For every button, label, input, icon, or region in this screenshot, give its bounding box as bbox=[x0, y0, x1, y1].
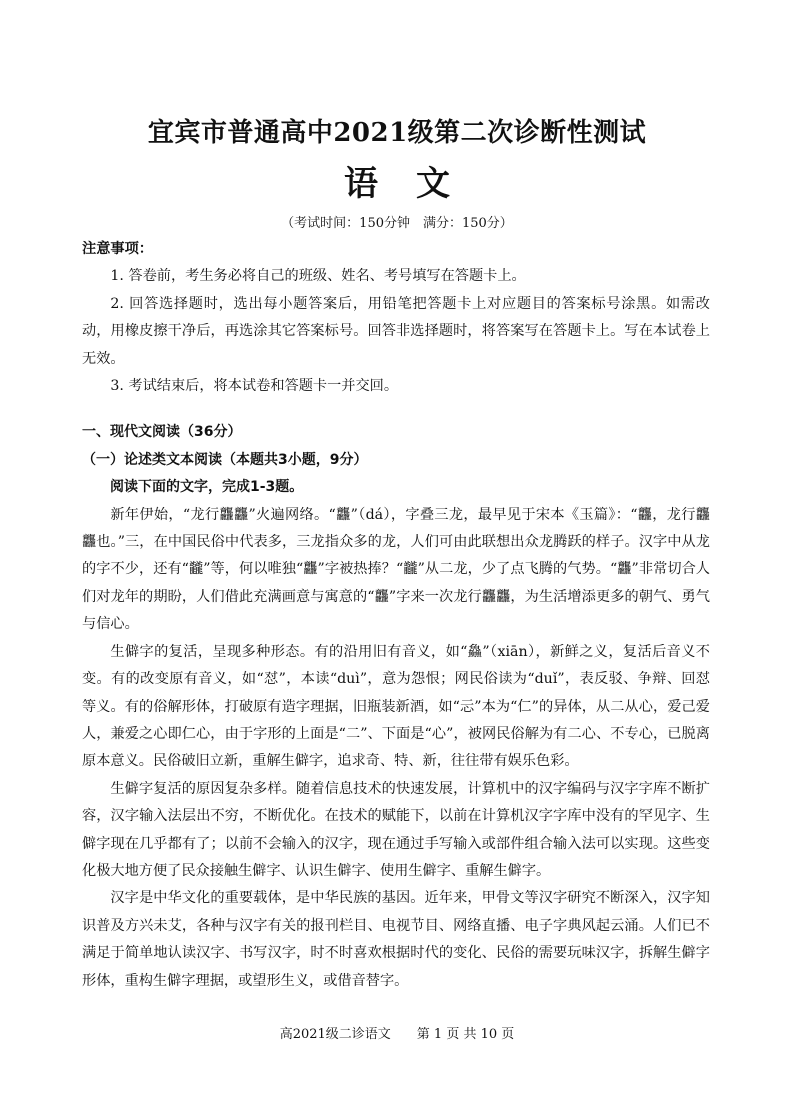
reading-instruction: 阅读下面的文字，完成1-3题。 bbox=[110, 479, 304, 496]
subsection-heading: （一）论述类文本阅读（本题共3小题，9分） bbox=[82, 451, 368, 468]
notice-item-1: 1. 答卷前，考生务必将自己的班级、姓名、考号填写在答题卡上。 bbox=[110, 268, 526, 285]
exam-time-score: （考试时间：150分钟 满分：150分） bbox=[281, 216, 513, 231]
notice-item-3: 3. 考试结束后，将本试卷和答题卡一并交回。 bbox=[110, 378, 399, 395]
exam-title: 宜宾市普通高中2021级第二次诊断性测试 bbox=[147, 118, 647, 148]
notice-item-2: 2. 回答选择题时，选出每小题答案后，用铅笔把答题卡上对应题目的答案标号涂黑。如需改动，用橡皮擦干净后，再选涂其它答案标号。回答非选择题时，将答案写在答题卡上。写在本试卷上无效。 bbox=[82, 295, 710, 367]
section-heading: 一、现代文阅读（36分） bbox=[82, 424, 242, 441]
exam-body bbox=[82, 236, 710, 995]
page-footer: 高2021级二诊语文 第 1 页 共 10 页 bbox=[279, 1027, 515, 1042]
passage-paragraph-1: 新年伊始，“龙行龘龘”火遍网络。“龘”（dá），字叠三龙，最早见于宋本《玉篇》：“龘，龙行龘龘也。”三，在中国民俗中代表多，三龙指众多的龙，人们可由此联想出众龙腾跃的样子。汉字中从龙的字不少，还有“龖”等，何以唯独“龘”字被热捧？“龖”从二龙，少了点飞腾的气势。“龘”非常切合人们对龙年的期盼，人们借此充满画意与寓意的“龘”字来一次龙行龘龘，为生活增添更多的朝气、勇气与信心。 bbox=[82, 506, 710, 633]
passage-paragraph-4: 汉字是中华文化的重要载体，是中华民族的基因。近年来，甲骨文等汉字研究不断深入，汉字知识普及方兴未艾，各种与汉字有关的报刊栏目、电视节目、网络直播、电子字典风起云涌。人们已不满足于简单地认读汉字、书写汉字，时不时喜欢根据时代的变化、民俗的需要玩味汉字，拆解生僻字形体，重构生僻字理据，或望形生义，或借音替字。 bbox=[82, 890, 710, 989]
notice-heading: 注意事项： bbox=[82, 241, 153, 257]
passage-paragraph-3: 生僻字复活的原因复杂多样。随着信息技术的快速发展，计算机中的汉字编码与汉字字库不断扩容，汉字输入法层出不穷，不断优化。在技术的赋能下，以前在计算机汉字字库中没有的罕见字、生僻字现在几乎都有了；以前不会输入的汉字，现在通过手写输入或部件组合输入法可以实现。这些变化极大地方便了民众接触生僻字、认识生僻字、使用生僻字、重解生僻字。 bbox=[82, 780, 710, 879]
subject-title: 语文 bbox=[344, 164, 488, 204]
passage-paragraph-2: 生僻字的复活，呈现多种形态。有的沿用旧有音义，如“鱻”（xiān），新鲜之义，复活后音义不变。有的改变原有音义，如“怼”，本读“duì”，意为怨恨；网民俗读为“duǐ”，表反驳、争辩、回怼等义。有的俗解形体，打破原有造字理据，旧瓶装新酒，如“忈”本为“仁”的异体，从二从心，爱己爱人，兼爱之心即仁心，由于字形的上面是“二”、下面是“心”，被网民俗解为有二心、不专心，已脱离原本意义。民俗破旧立新，重解生僻字，追求奇、特、新，往往带有娱乐色彩。 bbox=[82, 643, 710, 770]
